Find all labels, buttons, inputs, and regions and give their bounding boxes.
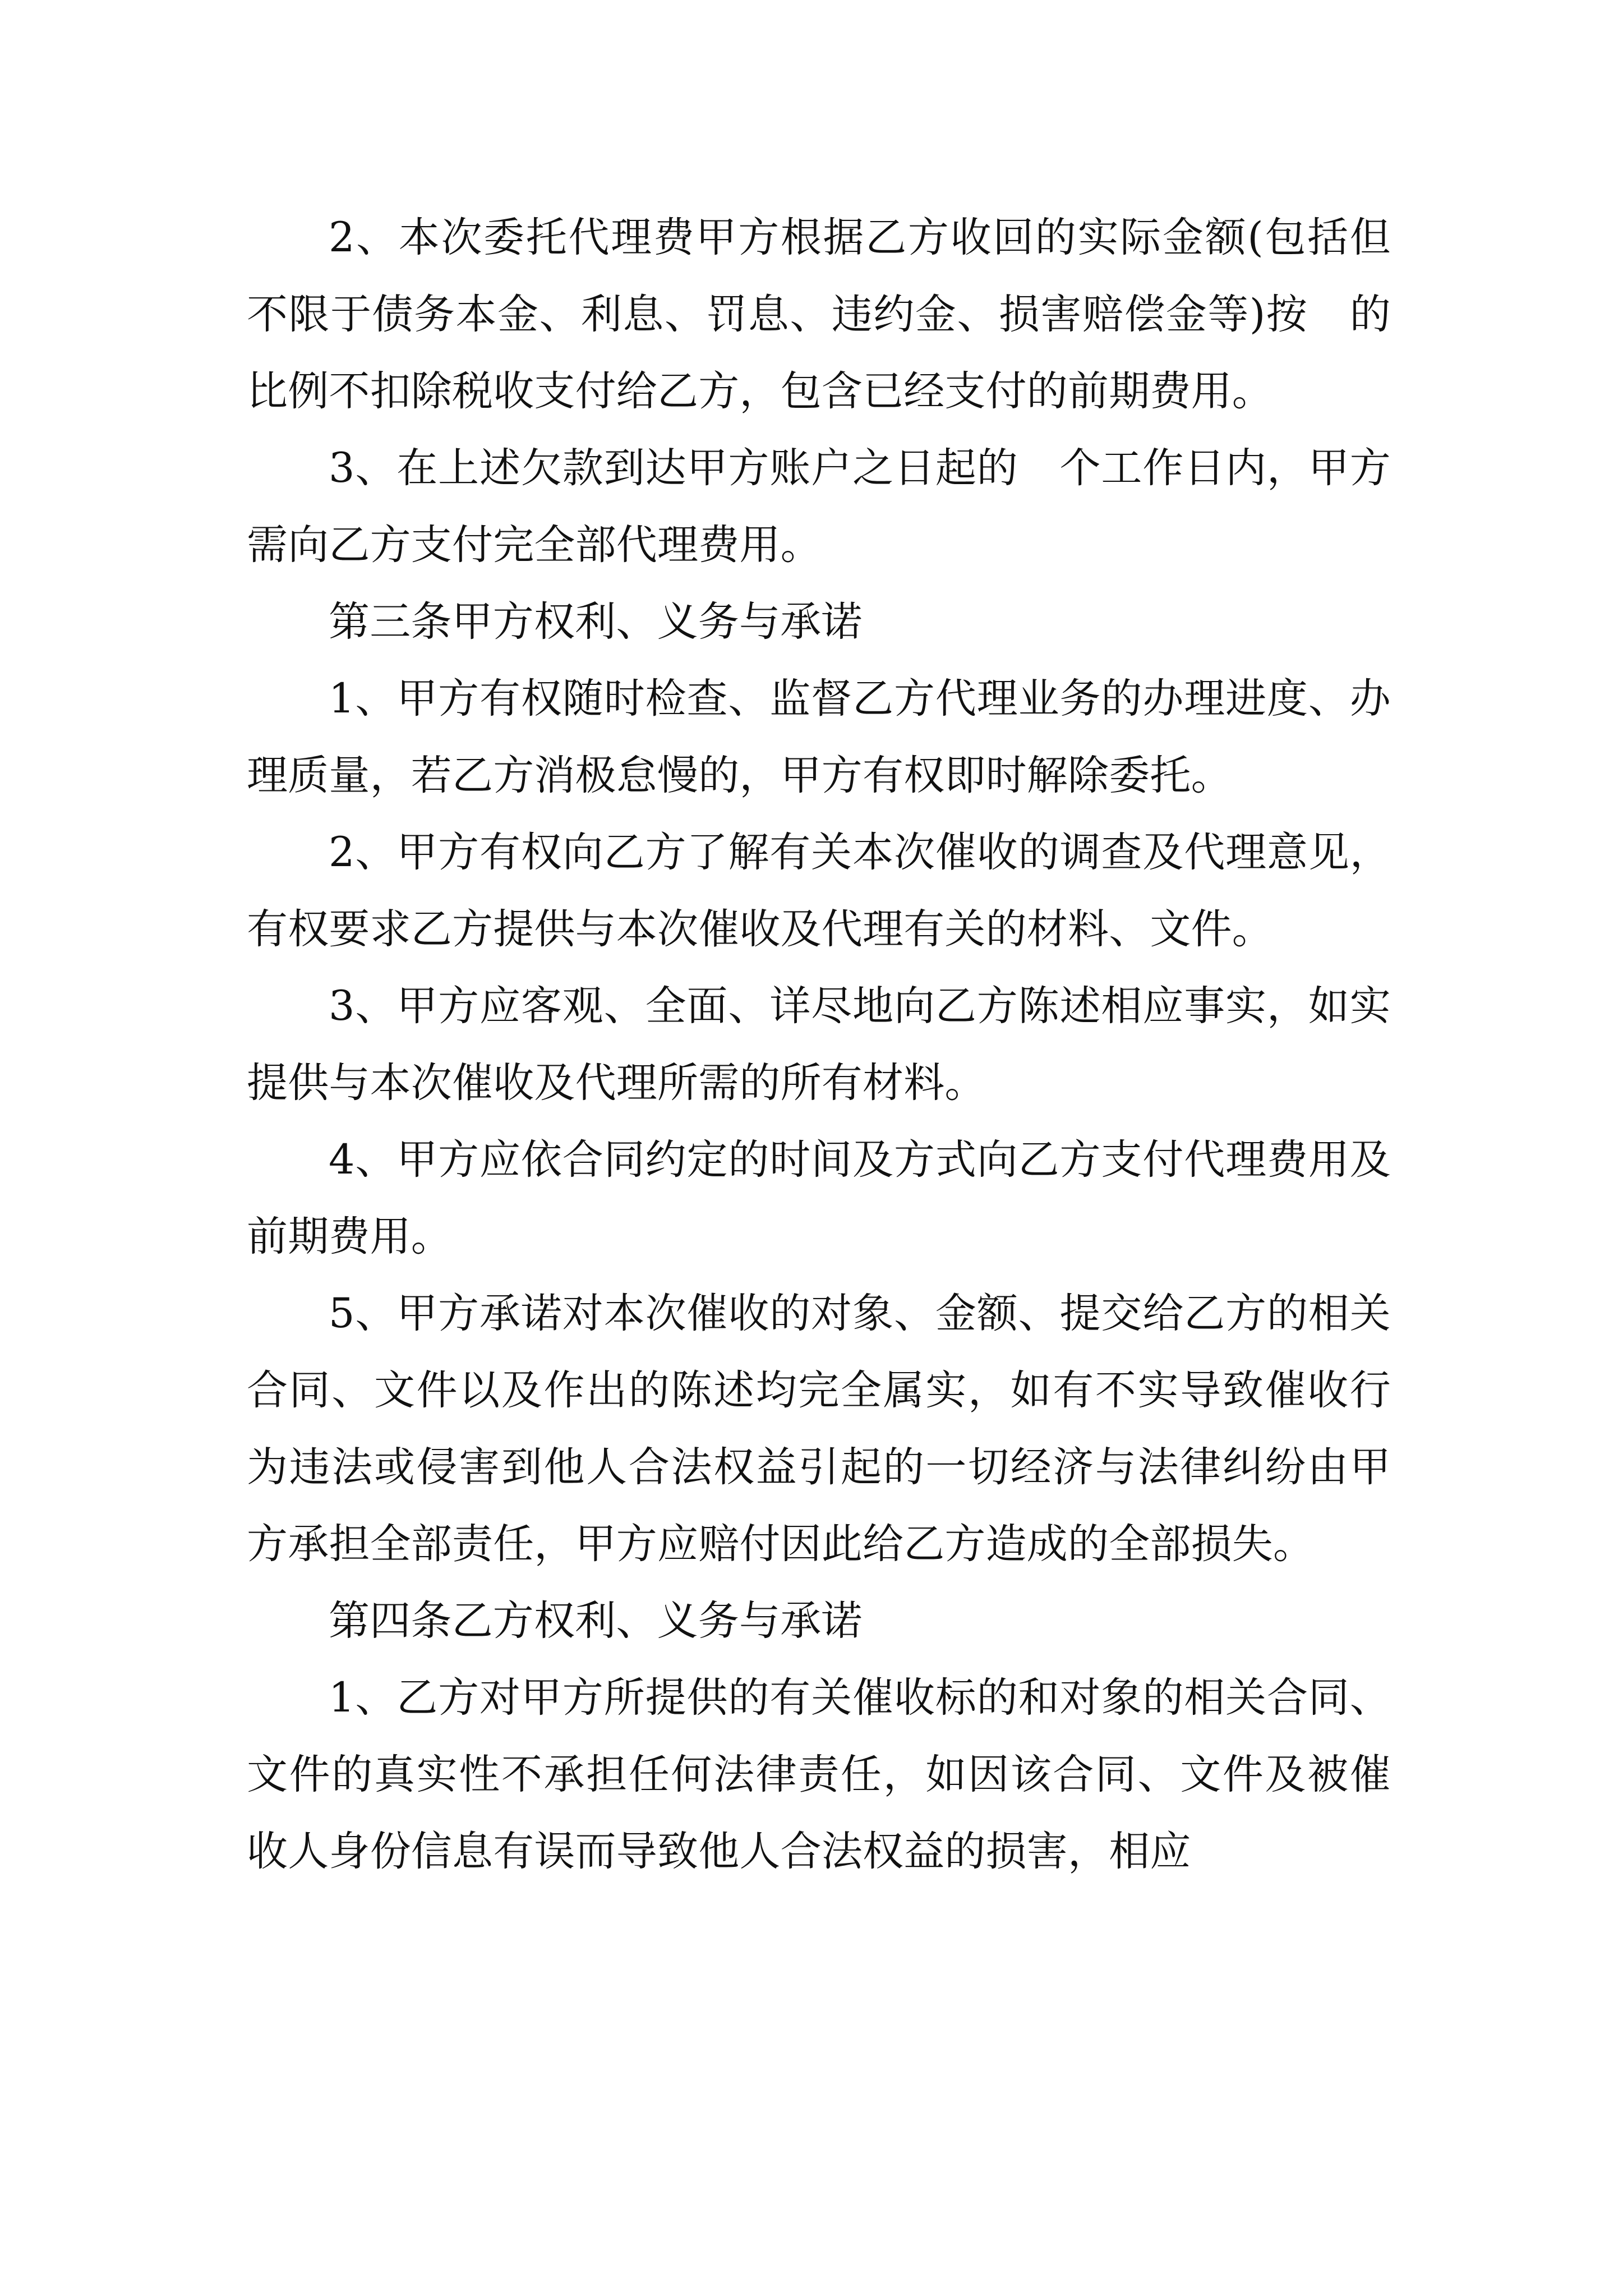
paragraph-party-a-duty-4: 4、甲方应依合同约定的时间及方式向乙方支付代理费用及前期费用。 [247,1136,1391,1260]
paragraph-payment-deadline: 3、在上述欠款到达甲方账户之日起的 个工作日内，甲方需向乙方支付完全部代理费用。 [247,444,1391,569]
paragraph-party-a-right-1: 1、甲方有权随时检查、监督乙方代理业务的办理进度、办理质量，若乙方消极怠慢的，甲方有权即时解除委托。 [247,675,1391,799]
heading-article-three: 第三条甲方权利、义务与承诺 [329,598,863,646]
paragraph-party-b-right-1: 1、乙方对甲方所提供的有关催收标的和对象的相关合同、文件的真实性不承担任何法律责任，如因该合同、文件及被催收人身份信息有误而导致他人合法权益的损害，相应 [247,1674,1391,1875]
paragraph-party-a-right-2: 2、甲方有权向乙方了解有关本次催收的调查及代理意见，有权要求乙方提供与本次催收及代理有关的材料、文件。 [247,829,1391,953]
paragraph-party-a-promise-5: 5、甲方承诺对本次催收的对象、金额、提交给乙方的相关合同、文件以及作出的陈述均完全属实，如有不实导致催收行为违法或侵害到他人合法权益引起的一切经济与法律纠纷由甲方承担全部责任，甲方应赔付因此给乙方造成的全部损失。 [247,1290,1391,1568]
heading-article-four: 第四条乙方权利、义务与承诺 [329,1597,863,1645]
paragraph-party-a-duty-3: 3、甲方应客观、全面、详尽地向乙方陈述相应事实，如实提供与本次催收及代理所需的所有材料。 [247,982,1391,1107]
document-body [247,199,1391,1890]
paragraph-fee-ratio: 2、本次委托代理费甲方根据乙方收回的实际金额(包括但不限于债务本金、利息、罚息、违约金、损害赔偿金等)按 的比例不扣除税收支付给乙方，包含已经支付的前期费用。 [247,214,1391,415]
